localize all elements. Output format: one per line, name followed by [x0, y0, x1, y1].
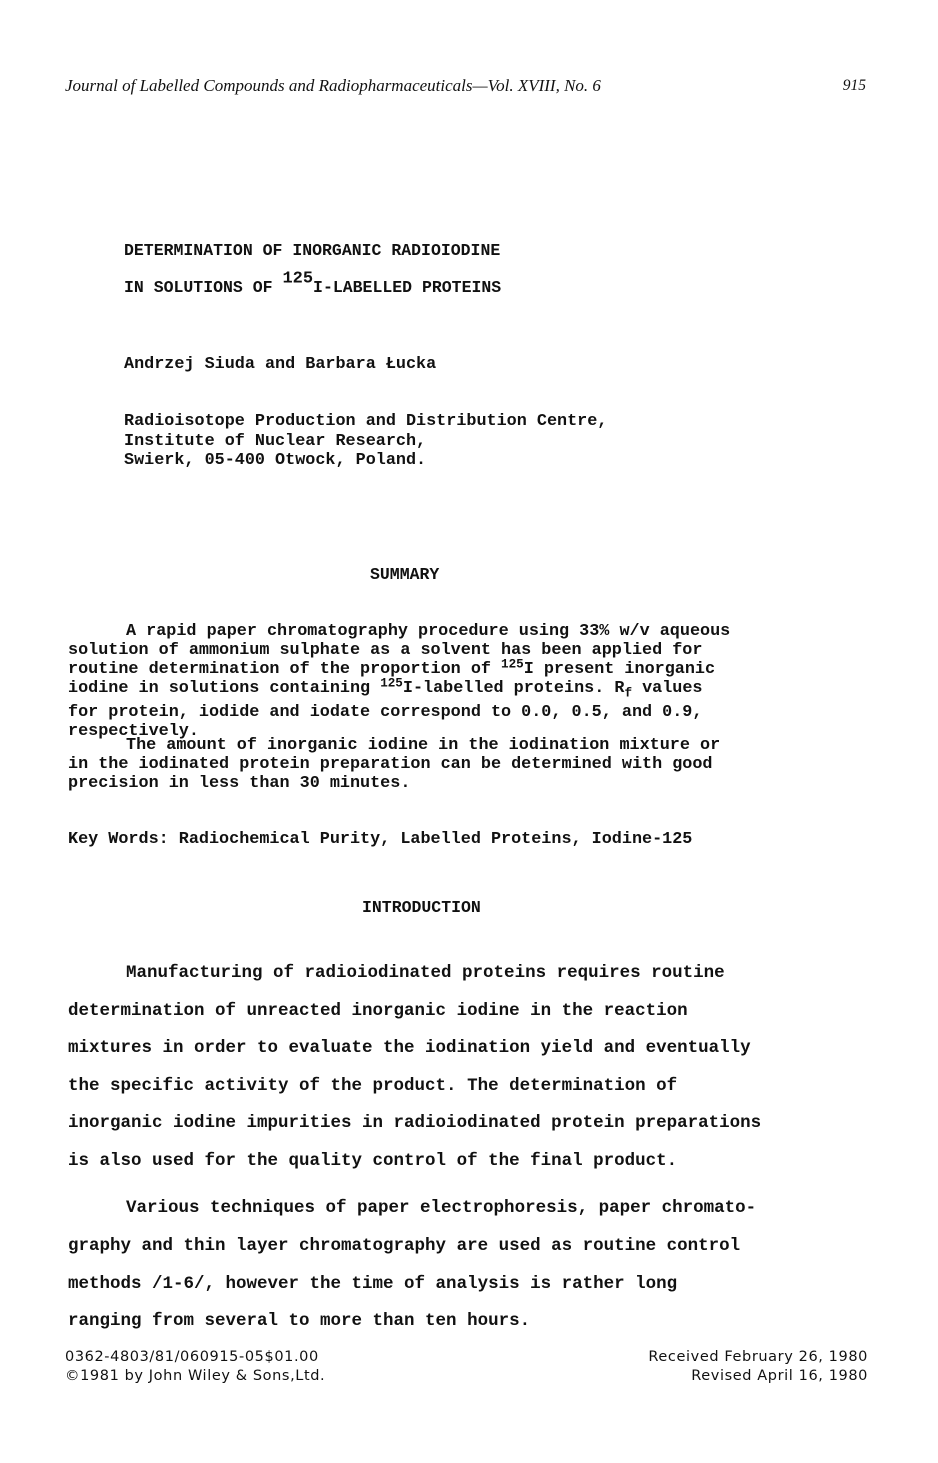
revised-date: Revised April 16, 1980 — [691, 1367, 868, 1384]
introduction-heading: INTRODUCTION — [362, 898, 481, 917]
affiliation-line-2: Institute of Nuclear Research, — [124, 431, 427, 451]
title-line-1: DETERMINATION OF INORGANIC RADIOIODINE — [124, 241, 501, 260]
authors: Andrzej Siuda and Barbara Łucka — [124, 355, 437, 374]
title-line-2: IN SOLUTIONS OF $^{125}$I-LABELLED PROTEINS — [124, 269, 502, 297]
summary-paragraph-2: The amount of inorganic iodine in the iodination mixture or in the iodinated protein preparation can be determined with good precision in less than 30 minutes. — [68, 736, 721, 793]
affiliation — [124, 412, 607, 471]
introduction-paragraph-2: Various techniques of paper electrophoresis, paper chromato- graphy and thin layer chromatography are used as routine control methods /1-6/, however the time of analysis is rather long ranging from several to more than ten hours. — [68, 1198, 757, 1332]
journal-header: Journal of Labelled Compounds and Radiopharmaceuticals—Vol. XVIII, No. 6 — [65, 76, 601, 95]
summary-heading: SUMMARY — [370, 565, 440, 584]
introduction-paragraph-1: Manufacturing of radioiodinated proteins requires routine determination of unreacted inorganic iodine in the reaction mixtures in order to evaluate the iodination yield and eventually the specific activity of the product. The determination of inorganic iodine impurities in radioiodinated protein preparations is also used for the quality control of the final product. — [68, 963, 762, 1171]
summary-paragraph-1: A rapid paper chromatography procedure using 33% w/v aqueous solution of ammonium sulphate as a solvent has been applied for routine determination of the proportion of $^{125}$I present inorganic iodine in solutions containing $^{125}$I-labelled proteins. $R_f$ values for protein, iodide and iodate correspond to 0.0, 0.5, and 0.9, respectively. — [68, 622, 731, 742]
article-code: 0362-4803/81/060915-05$01.00 — [65, 1349, 319, 1365]
footer-left — [65, 1348, 325, 1385]
page-number: 915 — [842, 77, 866, 94]
paper-title — [124, 241, 501, 297]
copyright: ©1981 by John Wiley & Sons,Ltd. — [65, 1367, 326, 1384]
key-words: Key Words: Radiochemical Purity, Labelled Proteins, Iodine-125 — [68, 830, 693, 849]
footer-right — [648, 1348, 868, 1385]
received-date: Received February 26, 1980 — [648, 1349, 868, 1365]
affiliation-line-1: Radioisotope Production and Distribution Centre, — [124, 412, 608, 431]
affiliation-line-3: Swierk, 05-400 Otwock, Poland. — [124, 451, 427, 470]
